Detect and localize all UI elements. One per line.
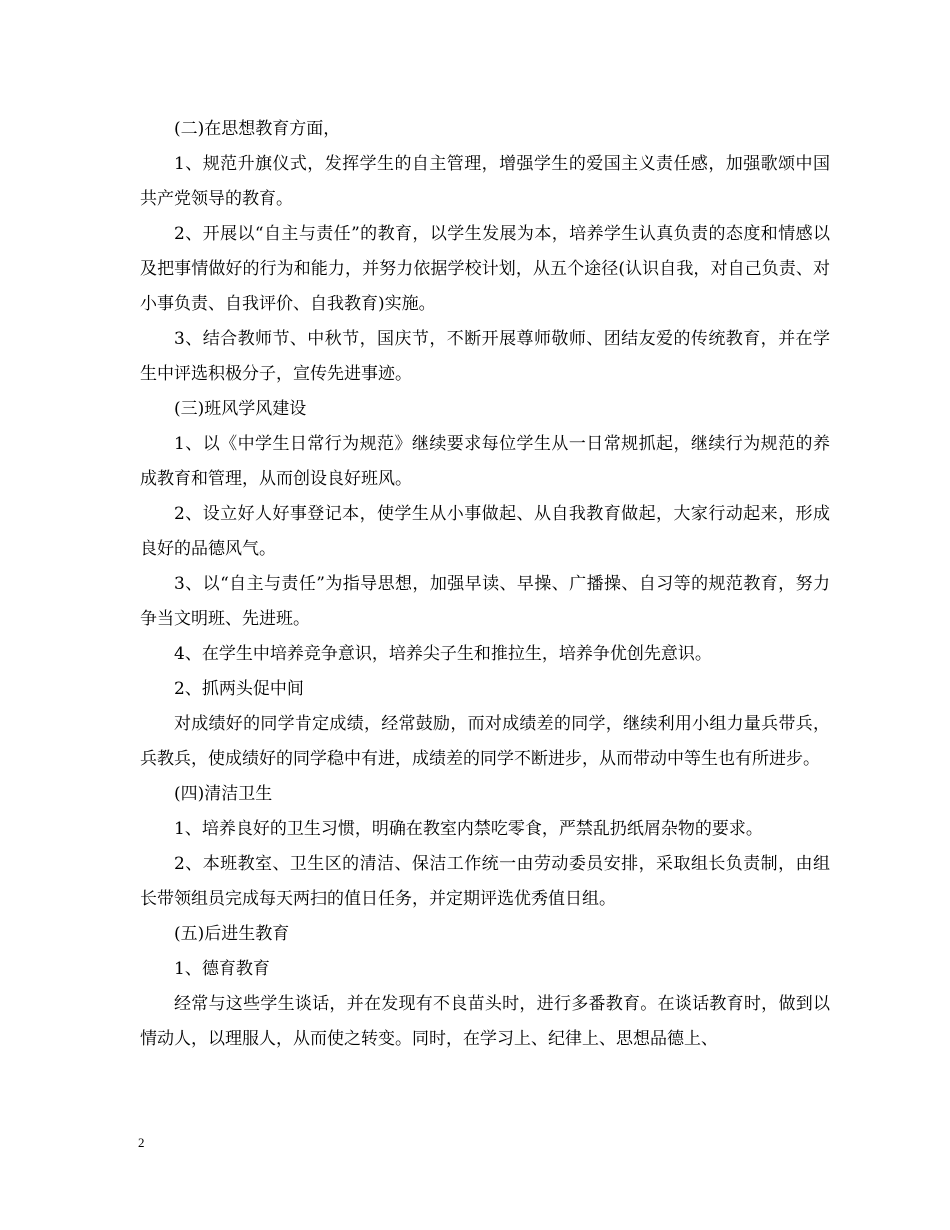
document-body (140, 112, 830, 1057)
paragraph: 4、在学生中培养竞争意识，培养尖子生和推拉生，培养争优创先意识。 (174, 644, 712, 664)
paragraph: 3、以“自主与责任”为指导思想，加强早读、早操、广播操、自习等的规范教育，努力争当文明班、先进班。 (140, 574, 830, 629)
paragraph: 2、开展以“自主与责任”的教育，以学生发展为本，培养学生认真负责的态度和情感以及把事情做好的行为和能力，并努力依据学校计划，从五个途径(认识自我，对自己负责、对小事负责、自我评价、自我教育)实施。 (140, 224, 830, 314)
section-heading-underachiever: (五)后进生教育 (174, 924, 290, 944)
paragraph: 1、规范升旗仪式，发挥学生的自主管理，增强学生的爱国主义责任感，加强歌颂中国共产党领导的教育。 (140, 154, 830, 209)
section-heading-hygiene: (四)清洁卫生 (174, 784, 273, 804)
paragraph: 1、以《中学生日常行为规范》继续要求每位学生从一日常规抓起，继续行为规范的养成教育和管理，从而创设良好班风。 (140, 434, 830, 489)
section-heading-ideology: (二)在思想教育方面， (174, 119, 341, 139)
paragraph: 2、设立好人好事登记本，使学生从小事做起、从自我教育做起，大家行动起来，形成良好的品德风气。 (140, 504, 830, 559)
subheading: 2、抓两头促中间 (174, 679, 304, 699)
section-heading-class-style: (三)班风学风建设 (174, 399, 307, 419)
paragraph: 3、结合教师节、中秋节，国庆节，不断开展尊师敬师、团结友爱的传统教育，并在学生中评选积极分子，宣传先进事迹。 (140, 329, 830, 384)
paragraph: 1、培养良好的卫生习惯，明确在教室内禁吃零食，严禁乱扔纸屑杂物的要求。 (174, 819, 763, 839)
paragraph: 经常与这些学生谈话，并在发现有不良苗头时，进行多番教育。在谈话教育时，做到以情动人，以理服人，从而使之转变。同时，在学习上、纪律上、思想品德上、 (140, 994, 830, 1049)
page-number: 2 (138, 1135, 145, 1150)
paragraph: 2、本班教室、卫生区的清洁、保洁工作统一由劳动委员安排，采取组长负责制，由组长带领组员完成每天两扫的值日任务，并定期评选优秀值日组。 (140, 854, 830, 909)
paragraph: 对成绩好的同学肯定成绩，经常鼓励，而对成绩差的同学，继续利用小组力量兵带兵，兵教兵，使成绩好的同学稳中有进，成绩差的同学不断进步，从而带动中等生也有所进步。 (140, 714, 830, 769)
subheading: 1、德育教育 (174, 959, 270, 979)
